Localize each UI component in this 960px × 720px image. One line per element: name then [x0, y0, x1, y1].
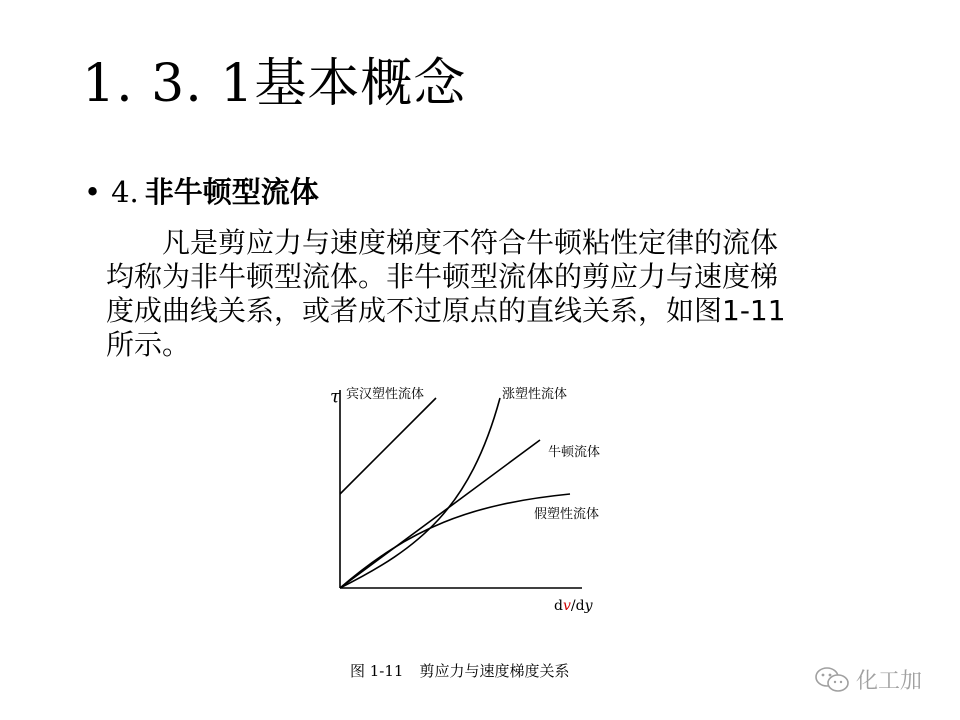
- newtonian-curve: [340, 440, 540, 588]
- bingham-plastic-curve: [340, 398, 436, 494]
- bullet-number: 4.: [111, 175, 139, 209]
- curve-label: 涨塑性流体: [502, 387, 568, 402]
- curve-label: 假塑性流体: [534, 507, 600, 522]
- figure-caption: [350, 660, 569, 681]
- bullet-item: [84, 172, 319, 212]
- bullet-heading: 非牛顿型流体: [144, 175, 319, 209]
- definition-paragraph: [106, 226, 886, 362]
- paragraph-line: 所示。: [106, 328, 191, 361]
- y-axis-label: τ: [330, 386, 340, 407]
- watermark-text: 化工加: [856, 669, 923, 694]
- figure-number: 图 1-11: [350, 662, 404, 680]
- flow-curve-figure: [300, 378, 630, 618]
- page-title: 1. 3. 1基本概念: [82, 54, 467, 114]
- x-axis-label: dv/dy: [554, 598, 593, 614]
- wechat-icon: [814, 666, 850, 694]
- paragraph-line: 均称为非牛顿型流体。非牛顿型流体的剪应力与速度梯: [106, 260, 779, 293]
- bullet-marker: •: [84, 175, 102, 209]
- curve-label: 宾汉塑性流体: [346, 387, 425, 402]
- figure-caption-text: 剪应力与速度梯度关系: [419, 662, 570, 680]
- curve-label: 牛顿流体: [548, 445, 601, 460]
- dilatant-curve: [340, 398, 500, 588]
- paragraph-line: 凡是剪应力与速度梯度不符合牛顿粘性定律的流体: [106, 226, 779, 259]
- paragraph-line: 度成曲线关系，或者成不过原点的直线关系，如图1-11: [106, 294, 786, 327]
- watermark: [814, 664, 922, 695]
